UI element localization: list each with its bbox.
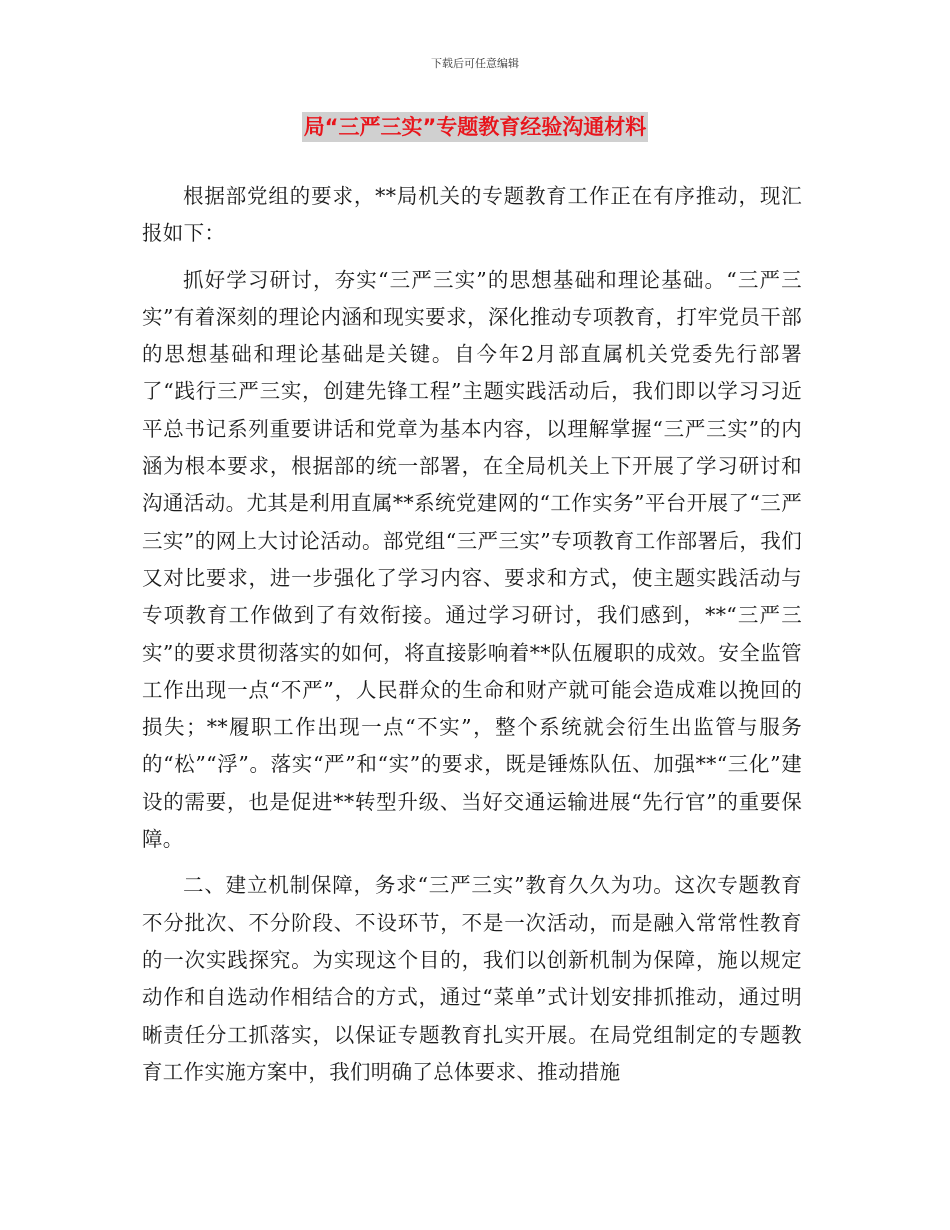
document-title: 局“三严三实”专题教育经验沟通材料 [302, 112, 649, 142]
paragraph-study: 抓好学习研讨，夯实“三严三实”的思想基础和理论基础。“三严三实”有着深刻的理论内涵和现实要求，深化推动专项教育，打牢党员干部的思想基础和理论基础是关键。自今年2月部直属机关党委先行部署了“践行三严三实，创建先锋工程”主题实践活动后，我们即以学习习近平总书记系列重要讲话和党章为基本内容，以理解掌握“三严三实”的内涵为根本要求，根据部的统一部署，在全局机关上下开展了学习研讨和沟通活动。尤其是利用直属**系统党建网的“工作实务”平台开展了“三严三实”的网上大讨论活动。部党组“三严三实”专项教育工作部署后，我们又对比要求，进一步强化了学习内容、要求和方式，使主题实践活动与专项教育工作做到了有效衔接。通过学习研讨，我们感到，**“三严三实”的要求贯彻落实的如何，将直接影响着**队伍履职的成效。安全监管工作出现一点“不严”，人民群众的生命和财产就可能会造成难以挽回的损失；**履职工作出现一点“不实”，整个系统就会衍生出监管与服务的“松”“浮”。落实“严”和“实”的要求，既是锤炼队伍、加强**“三化”建设的需要，也是促进**转型升级、当好交通运输进展“先行官”的重要保障。 [142, 267, 802, 852]
title-container [0, 112, 950, 142]
document-body [142, 178, 802, 1100]
paragraph-mechanism: 二、建立机制保障，务求“三严三实”教育久久为功。这次专题教育不分批次、不分阶段、不设环节，不是一次活动，而是融入常常性教育的一次实践探究。为实现这个目的，我们以创新机制为保障，施以规定动作和自选动作相结合的方式，通过“菜单”式计划安排抓推动，通过明晰责任分工抓落实，以保证专题教育扎实开展。在局党组制定的专题教育工作实施方案中，我们明确了总体要求、推动措施 [142, 873, 802, 1084]
paragraph-intro: 根据部党组的要求，**局机关的专题教育工作正在有序推动，现汇报如下： [142, 184, 802, 246]
header-note: 下载后可任意编辑 [431, 57, 519, 70]
